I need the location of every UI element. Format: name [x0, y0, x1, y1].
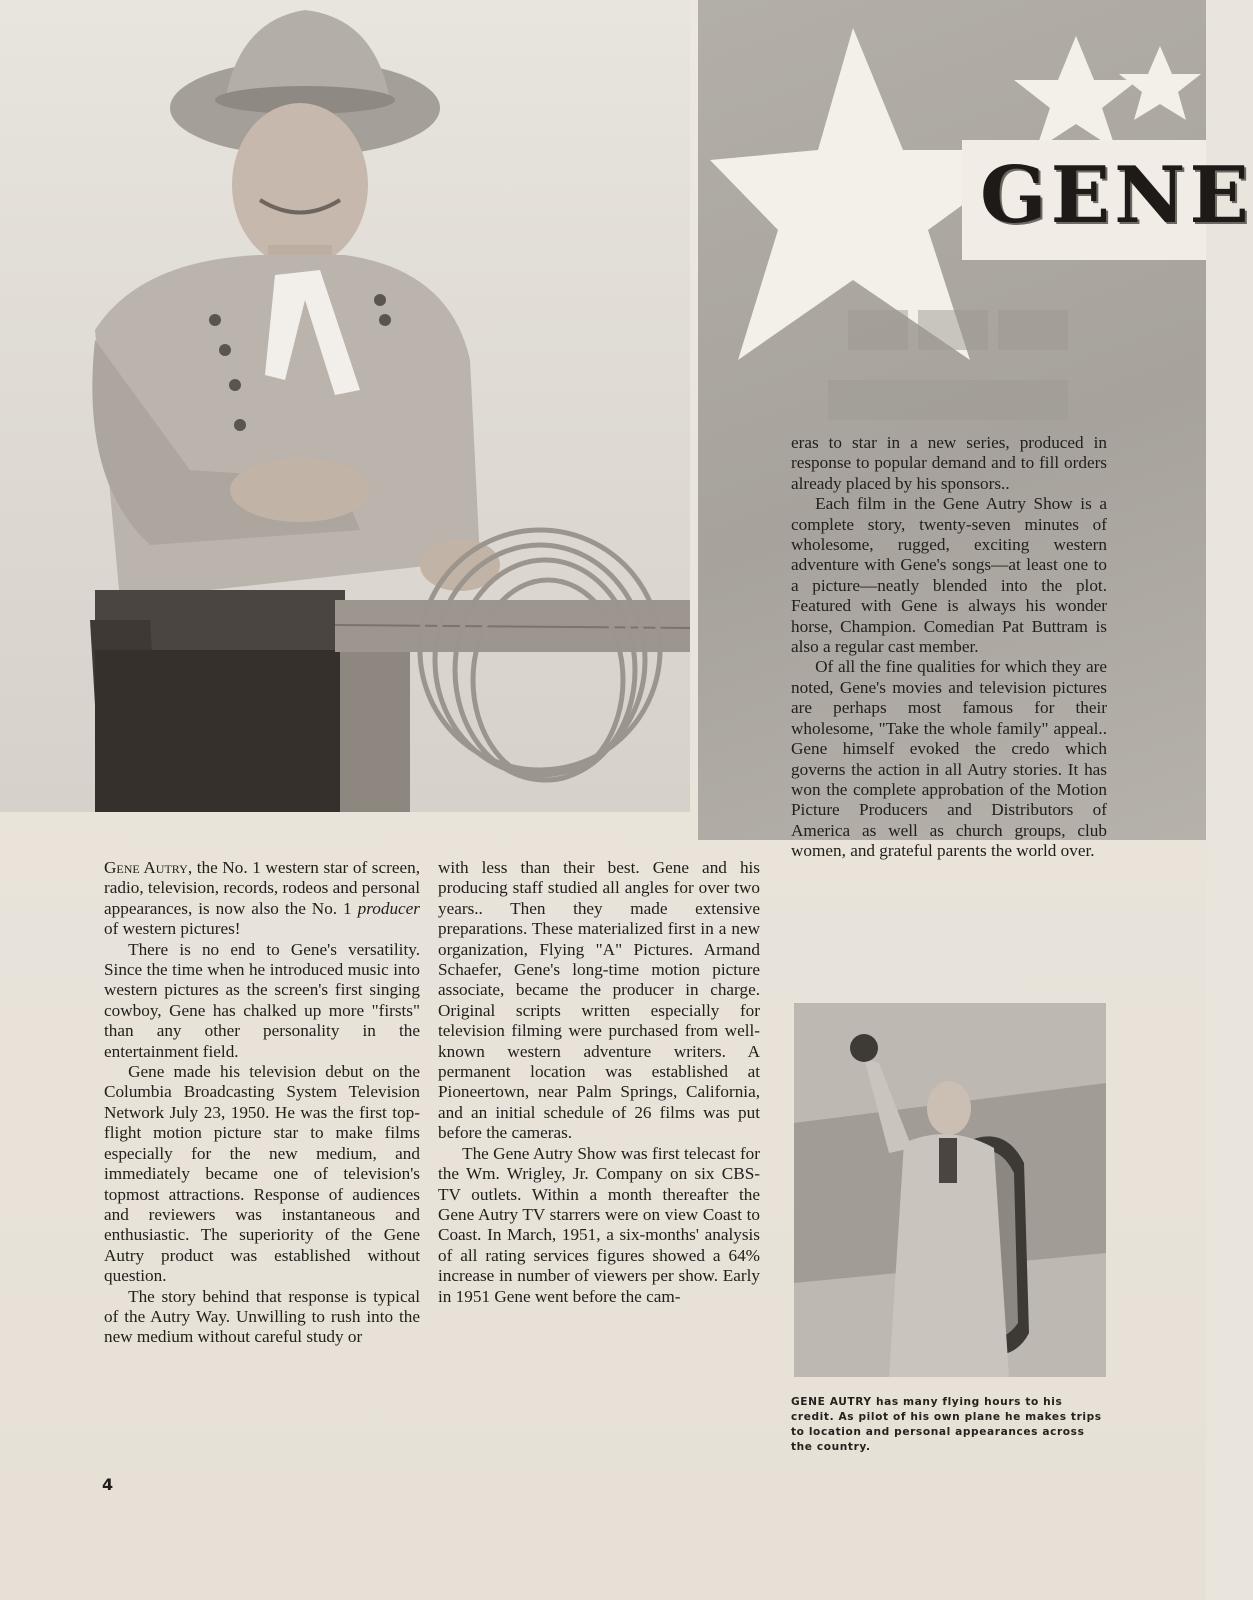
cowboy-portrait-photo	[0, 0, 690, 812]
paragraph: with less than their best. Gene and his producing staff studied all angles for over two years.. Then they made extensive preparations. These materialized first in a new organization, Flying "A" Pictures. Armand Schaefer, Gene's long-time motion picture associate, became the producer in charge. Original scripts written especially for television filming were purchased from well-known western adventure writers. A permanent location was established at Pioneertown, near Palm Springs, California, and an initial schedule of 26 films was put before the cameras.	[438, 858, 760, 1143]
paragraph: eras to star in a new series, produced in response to popular demand and to fill orders already placed by his sponsors..	[791, 433, 1107, 493]
pilot-photo	[794, 1003, 1106, 1377]
paragraph: Of all the fine qualities for which they are noted, Gene's movies and television pictures are perhaps most famous for their wholesome, "Take the whole family" appeal.. Gene himself evoked the credo which governs the action in all Autry stories. It has won the complete approbation of the Motion Picture Producers and Distributors of America as well as church groups, club women, and grateful parents the world over.	[791, 657, 1107, 861]
paragraph	[104, 858, 420, 940]
text-run: of western pictures!	[104, 919, 241, 939]
paragraph: There is no end to Gene's versatility. Since the time when he introduced music into western pictures as the screen's first singing cowboy, Gene has chalked up more "firsts" than any other personality in the entertainment field.	[104, 939, 420, 1061]
article-column-2	[438, 858, 760, 1307]
page-title: GENE	[980, 150, 1253, 241]
text-run: , the No. 1 western star of screen, radio, television, records, rodeos and personal appearances, is now also the No. 1	[104, 858, 420, 918]
emphasis: producer	[357, 898, 420, 918]
paragraph: The Gene Autry Show was first telecast for the Wm. Wrigley, Jr. Company on six CBS-TV outlets. Within a month thereafter the Gene Autry TV starrers were on view Coast to Coast. In March, 1951, a six-months' analysis of all rating services figures showed a 64% increase in number of viewers per show. Early in 1951 Gene went before the cam-	[438, 1143, 760, 1306]
page-number: 4	[102, 1475, 114, 1494]
article-column-3	[791, 433, 1107, 862]
paragraph: The story behind that response is typical of the Autry Way. Unwilling to rush into the new medium without careful study or	[104, 1286, 420, 1347]
lead-in: Gene Autry	[104, 858, 188, 877]
photo-caption: GENE AUTRY has many flying hours to his credit. As pilot of his own plane he makes trips to location and personal appearances across the country.	[791, 1396, 1102, 1453]
article-column-1	[104, 858, 420, 1348]
paragraph: Each film in the Gene Autry Show is a complete story, twenty-seven minutes of wholesome, rugged, exciting western adventure with Gene's songs—at least one to a picture—neatly blended into the plot. Featured with Gene is always his wonder horse, Champion. Comedian Pat Buttram is also a regular cast member.	[791, 494, 1107, 657]
paragraph: Gene made his television debut on the Columbia Broadcasting System Television Network July 23, 1950. He was the first top-flight motion picture star to make films especially for the new medium, and immediately became one of television's topmost attractions. Response of audiences and reviewers was instantaneous and enthusiastic. The superiority of the Gene Autry product was established without question.	[104, 1062, 420, 1286]
